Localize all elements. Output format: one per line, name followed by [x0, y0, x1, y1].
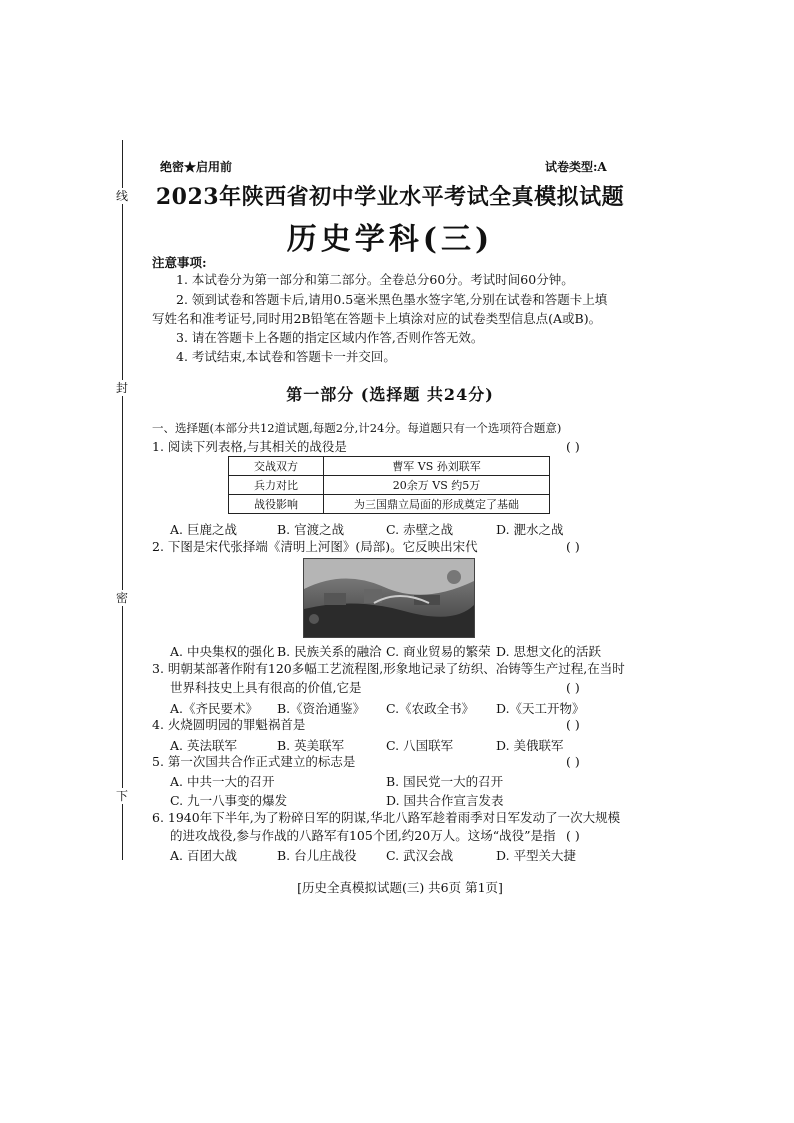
option-c: C. 九一八事变的爆发 — [170, 793, 288, 808]
table-cell: 战役影响 — [229, 495, 324, 514]
notice-line: 写姓名和准考证号,同时用2B铅笔在答题卡上填涂对应的试卷类型信息点(A或B)。 — [152, 311, 602, 326]
binding-word-mi: 密 — [116, 591, 129, 605]
binding-word-xian: 线 — [116, 189, 129, 203]
option-a: A. 英法联军 — [170, 738, 237, 753]
binding-word-feng: 封 — [116, 381, 129, 395]
answer-paren: ( ) — [566, 680, 580, 695]
page-footer: [历史全真模拟试题(三) 共6页 第1页] — [297, 880, 503, 895]
table-cell: 曹军 VS 孙刘联军 — [324, 457, 550, 476]
table-row — [229, 476, 550, 495]
exam-title: 2023年陕西省初中学业水平考试全真模拟试题 — [155, 184, 625, 210]
section-instruction: 一、选择题(本部分共12道试题,每题2分,计24分。每道题只有一个选项符合题意) — [152, 421, 562, 435]
question-3-stem: 3. 明朝某部著作附有120多幅工艺流程图,形象地记录了纺织、冶铸等生产过程,在当时 — [152, 661, 625, 676]
option-a: A. 中央集权的强化 — [170, 644, 275, 659]
question-5-stem: 5. 第一次国共合作正式建立的标志是 — [152, 754, 356, 769]
option-d: D.《天工开物》 — [496, 701, 585, 716]
question-2-stem: 2. 下图是宋代张择端《清明上河图》(局部)。它反映出宋代 — [152, 539, 478, 554]
notice-line: 2. 领到试卷和答题卡后,请用0.5毫米黑色墨水签字笔,分别在试卷和答题卡上填 — [176, 292, 608, 307]
question-3-stem: 世界科技史上具有很高的价值,它是 — [170, 680, 362, 695]
option-b: B. 英美联军 — [277, 738, 345, 753]
option-c: C. 武汉会战 — [386, 848, 454, 863]
option-b: B. 国民党一大的召开 — [386, 774, 504, 789]
option-d: D. 思想文化的活跃 — [496, 644, 602, 659]
option-c: C.《农政全书》 — [386, 701, 475, 716]
table-row — [229, 495, 550, 514]
option-d: D. 平型关大捷 — [496, 848, 577, 863]
qingming-painting-image — [303, 558, 475, 638]
option-a: A. 中共一大的召开 — [170, 774, 275, 789]
option-b: B. 民族关系的融洽 — [277, 644, 382, 659]
table-row — [229, 457, 550, 476]
answer-paren: ( ) — [566, 439, 580, 454]
notice-line: 3. 请在答题卡上各题的指定区域内作答,否则作答无效。 — [176, 330, 484, 345]
notice-heading: 注意事项: — [152, 255, 207, 270]
question-1-table — [228, 456, 550, 514]
option-a: A.《齐民要术》 — [170, 701, 259, 716]
option-d: D. 国共合作宣言发表 — [386, 793, 504, 808]
answer-paren: ( ) — [566, 754, 580, 769]
question-6-stem: 6. 1940年下半年,为了粉碎日军的阴谋,华北八路军趁着雨季对日军发动了一次大规模 — [152, 810, 621, 825]
table-cell: 兵力对比 — [229, 476, 324, 495]
paper-type-label: 试卷类型:A — [545, 160, 607, 174]
binding-line — [122, 140, 123, 860]
answer-paren: ( ) — [566, 828, 580, 843]
table-cell: 交战双方 — [229, 457, 324, 476]
exam-subtitle: 历史学科(三) — [286, 222, 494, 257]
question-1-stem: 1. 阅读下列表格,与其相关的战役是 — [152, 439, 347, 454]
option-a: A. 巨鹿之战 — [170, 522, 237, 537]
option-c: C. 商业贸易的繁荣 — [386, 644, 491, 659]
option-d: D. 美俄联军 — [496, 738, 564, 753]
part-one-title: 第一部分 (选择题 共24分) — [286, 385, 494, 404]
secret-label: 绝密★启用前 — [160, 160, 233, 174]
table-cell: 为三国鼎立局面的形成奠定了基础 — [324, 495, 550, 514]
notice-line: 1. 本试卷分为第一部分和第二部分。全卷总分60分。考试时间60分钟。 — [176, 272, 574, 287]
option-b: B.《资治通鉴》 — [277, 701, 366, 716]
option-d: D. 淝水之战 — [496, 522, 564, 537]
option-b: B. 台儿庄战役 — [277, 848, 357, 863]
option-c: C. 八国联军 — [386, 738, 454, 753]
answer-paren: ( ) — [566, 539, 580, 554]
answer-paren: ( ) — [566, 717, 580, 732]
question-4-stem: 4. 火烧圆明园的罪魁祸首是 — [152, 717, 306, 732]
option-c: C. 赤壁之战 — [386, 522, 454, 537]
option-b: B. 官渡之战 — [277, 522, 345, 537]
option-a: A. 百团大战 — [170, 848, 237, 863]
notice-line: 4. 考试结束,本试卷和答题卡一并交回。 — [176, 349, 396, 364]
question-6-stem: 的进攻战役,参与作战的八路军有105个团,约20万人。这场“战役”是指 — [170, 828, 556, 843]
table-cell: 20余万 VS 约5万 — [324, 476, 550, 495]
binding-word-xia: 下 — [116, 789, 129, 803]
